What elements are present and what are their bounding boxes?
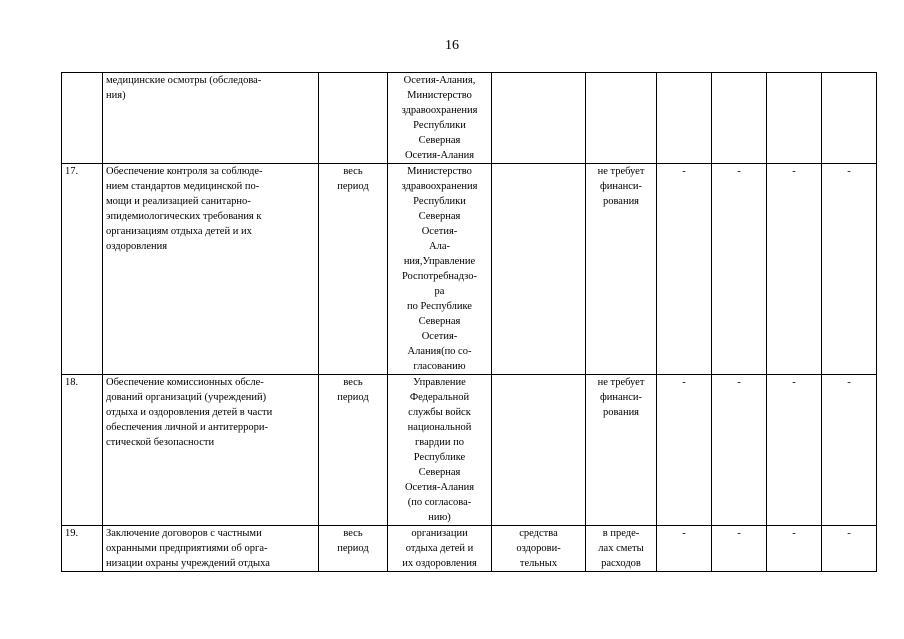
responsible-executor-line: по Республике xyxy=(407,301,472,312)
responsible-executor xyxy=(388,164,492,375)
year-amount: - xyxy=(767,526,822,572)
funding-source-line: средства xyxy=(519,528,558,539)
funding-source xyxy=(492,164,586,375)
year-amount xyxy=(712,73,767,164)
year-amount: - xyxy=(657,526,712,572)
measure-description xyxy=(103,164,319,375)
year-amount: - xyxy=(822,526,877,572)
row-number: 18. xyxy=(62,375,103,526)
year-amount: - xyxy=(822,164,877,375)
responsible-executor-line: гласованию xyxy=(413,361,466,372)
responsible-executor-line: организации xyxy=(411,528,468,539)
responsible-executor-line: Осетия- xyxy=(421,226,458,237)
responsible-executor-line: службы войск xyxy=(408,407,471,418)
measure-description xyxy=(103,73,319,164)
responsible-executor-line: ра xyxy=(434,286,445,297)
year-amount: - xyxy=(767,375,822,526)
execution-period xyxy=(319,73,388,164)
responsible-executor-line: Осетия-Алания xyxy=(404,482,475,493)
measure-description-line: охранными предприятиями об орга- xyxy=(106,543,268,554)
responsible-executor-line: Северная xyxy=(418,135,461,146)
funding-volume-line: рования xyxy=(602,196,640,207)
responsible-executor-line: Республике xyxy=(413,452,466,463)
year-amount: - xyxy=(657,164,712,375)
execution-period xyxy=(319,164,388,375)
execution-period-line: весь xyxy=(343,377,363,388)
measure-description-line: оздоровления xyxy=(106,241,168,252)
execution-period-line: период xyxy=(337,543,369,554)
funding-volume-line: расходов xyxy=(601,558,641,569)
table-row xyxy=(62,73,877,164)
responsible-executor-line: Управление xyxy=(413,377,466,388)
year-amount xyxy=(822,73,877,164)
responsible-executor-line: Осетия- xyxy=(421,331,458,342)
responsible-executor-line: Роспотребнадзо- xyxy=(401,271,478,282)
funding-volume-line: лах сметы xyxy=(598,543,644,554)
responsible-executor-line: Федеральной xyxy=(409,392,470,403)
row-number xyxy=(62,73,103,164)
measure-description xyxy=(103,375,319,526)
funding-source xyxy=(492,375,586,526)
responsible-executor-line: ния,Управление xyxy=(403,256,476,267)
measure-description-line: стической безопасности xyxy=(106,437,215,448)
responsible-executor-line: Алания(по со- xyxy=(407,346,472,357)
funding-source xyxy=(492,73,586,164)
funding-volume xyxy=(586,73,657,164)
funding-source-line: тельных xyxy=(519,558,558,569)
responsible-executor-line: Республики xyxy=(413,196,466,207)
funding-volume-line: рования xyxy=(602,407,640,418)
measure-description-line: медицинские осмотры (обследова- xyxy=(106,75,262,86)
year-amount: - xyxy=(712,526,767,572)
responsible-executor-line: Осетия-Алания, xyxy=(403,75,476,86)
responsible-executor-line: Республики xyxy=(413,120,466,131)
execution-period xyxy=(319,375,388,526)
year-amount: - xyxy=(712,164,767,375)
execution-period-line: период xyxy=(337,181,369,192)
measure-description-line: нием стандартов медицинской по- xyxy=(106,181,260,192)
execution-period-line: весь xyxy=(343,166,363,177)
measures-table xyxy=(61,72,877,572)
execution-period-line: весь xyxy=(343,528,363,539)
responsible-executor xyxy=(388,375,492,526)
funding-volume-line: в преде- xyxy=(602,528,640,539)
responsible-executor-line: Осетия-Алания xyxy=(404,150,475,161)
measure-description-line: ния) xyxy=(106,90,126,101)
responsible-executor-line: здравоохранения xyxy=(401,181,478,192)
funding-volume-line: финанси- xyxy=(599,181,643,192)
table-body xyxy=(62,73,877,572)
year-amount xyxy=(657,73,712,164)
measure-description-line: Обеспечение контроля за соблюде- xyxy=(106,166,263,177)
funding-volume-line: не требует xyxy=(597,166,645,177)
funding-volume xyxy=(586,164,657,375)
measure-description-line: мощи и реализацией санитарно- xyxy=(106,196,251,207)
funding-source-line: оздорови- xyxy=(516,543,561,554)
responsible-executor-line: Ала- xyxy=(429,241,450,252)
responsible-executor-line: отдыха детей и xyxy=(405,543,474,554)
responsible-executor-line: Северная xyxy=(418,316,461,327)
responsible-executor xyxy=(388,526,492,572)
responsible-executor xyxy=(388,73,492,164)
year-amount: - xyxy=(767,164,822,375)
measure-description-line: эпидемиологических требования к xyxy=(106,211,262,222)
responsible-executor-line: (по согласова- xyxy=(407,497,472,508)
year-amount: - xyxy=(657,375,712,526)
measure-description-line: дований организаций (учреждений) xyxy=(106,392,267,403)
measure-description-line: организациям отдыха детей и их xyxy=(106,226,252,237)
responsible-executor-line: Северная xyxy=(418,467,461,478)
funding-volume xyxy=(586,375,657,526)
measure-description-line: низации охраны учреждений отдыха xyxy=(106,558,270,569)
page-number: 16 xyxy=(445,38,459,53)
responsible-executor-line: Северная xyxy=(418,211,461,222)
measure-description-line: отдыха и оздоровления детей в части xyxy=(106,407,273,418)
measure-description-line: обеспечения личной и антитеррори- xyxy=(106,422,269,433)
execution-period xyxy=(319,526,388,572)
responsible-executor-line: Министерство xyxy=(407,90,472,101)
measure-description xyxy=(103,526,319,572)
row-number: 19. xyxy=(62,526,103,572)
table-row xyxy=(62,526,877,572)
year-amount: - xyxy=(712,375,767,526)
table-row xyxy=(62,164,877,375)
funding-volume xyxy=(586,526,657,572)
funding-volume-line: финанси- xyxy=(599,392,643,403)
funding-volume-line: не требует xyxy=(597,377,645,388)
responsible-executor-line: здравоохранения xyxy=(401,105,478,116)
responsible-executor-line: нию) xyxy=(428,512,451,523)
year-amount xyxy=(767,73,822,164)
responsible-executor-line: национальной xyxy=(407,422,472,433)
execution-period-line: период xyxy=(337,392,369,403)
responsible-executor-line: Министерство xyxy=(407,166,472,177)
measure-description-line: Заключение договоров с частными xyxy=(106,528,262,539)
responsible-executor-line: их оздоровления xyxy=(402,558,477,569)
row-number: 17. xyxy=(62,164,103,375)
measure-description-line: Обеспечение комиссионных обсле- xyxy=(106,377,264,388)
funding-source xyxy=(492,526,586,572)
year-amount: - xyxy=(822,375,877,526)
table-row xyxy=(62,375,877,526)
responsible-executor-line: гвардии по xyxy=(415,437,464,448)
